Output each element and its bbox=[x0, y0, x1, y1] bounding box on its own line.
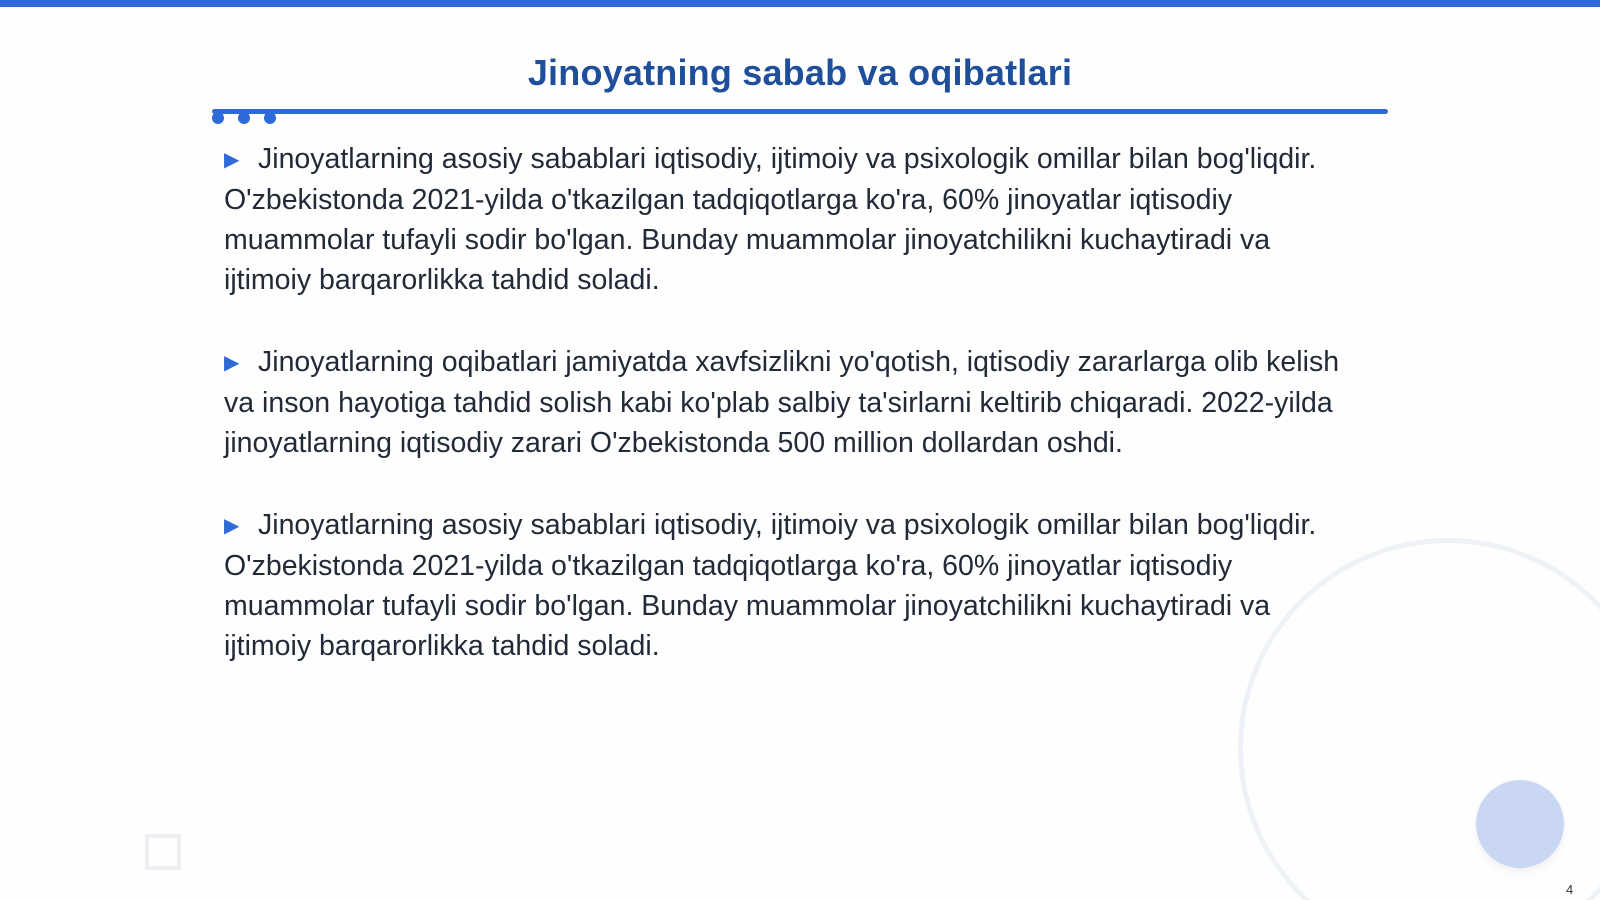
decorative-dot-icon bbox=[264, 112, 276, 124]
bullet-text: Jinoyatlarning oqibatlari jamiyatda xavfsizlikni yo'qotish, iqtisodiy zararlarga olib kelish va inson hayotiga tahdid solish kabi ko'plab salbiy ta'sirlarni keltirib chiqaradi. 2022-yilda jinoyatlarning iqtisodiy zarari O'zbekistonda 500 million dollardan oshdi. bbox=[224, 346, 1340, 459]
page-number: 4 bbox=[1566, 882, 1574, 897]
bullet-item bbox=[224, 505, 1364, 666]
title-underline bbox=[212, 109, 1388, 114]
top-accent-bar bbox=[0, 0, 1600, 7]
triangle-bullet-icon: ▶ bbox=[224, 352, 240, 374]
triangle-bullet-icon: ▶ bbox=[224, 515, 240, 537]
triangle-bullet-icon: ▶ bbox=[224, 149, 240, 171]
bullet-item bbox=[224, 342, 1364, 463]
bullet-text: Jinoyatlarning asosiy sabablari iqtisodiy, ijtimoiy va psixologik omillar bilan bog'liqdir. O'zbekistonda 2021-yilda o'tkazilgan tadqiqotlarga ko'ra, 60% jinoyatlar iqtisodiy muammolar tufayli sodir bo'lgan. Bunday muammolar jinoyatchilikni kuchaytiradi va ijtimoiy barqarorlikka tahdid soladi. bbox=[224, 509, 1317, 662]
bullet-list bbox=[224, 139, 1364, 708]
bullet-text: Jinoyatlarning asosiy sabablari iqtisodiy, ijtimoiy va psixologik omillar bilan bog'liqdir. O'zbekistonda 2021-yilda o'tkazilgan tadqiqotlarga ko'ra, 60% jinoyatlar iqtisodiy muammolar tufayli sodir bo'lgan. Bunday muammolar jinoyatchilikni kuchaytiradi va ijtimoiy barqarorlikka tahdid soladi. bbox=[224, 143, 1317, 296]
decorative-dot-icon bbox=[238, 112, 250, 124]
decorative-square bbox=[145, 834, 181, 870]
decorative-circle bbox=[1476, 780, 1564, 868]
bullet-item bbox=[224, 139, 1364, 300]
decorative-dot-icon bbox=[212, 112, 224, 124]
slide-title: Jinoyatning sabab va oqibatlari bbox=[527, 52, 1073, 93]
